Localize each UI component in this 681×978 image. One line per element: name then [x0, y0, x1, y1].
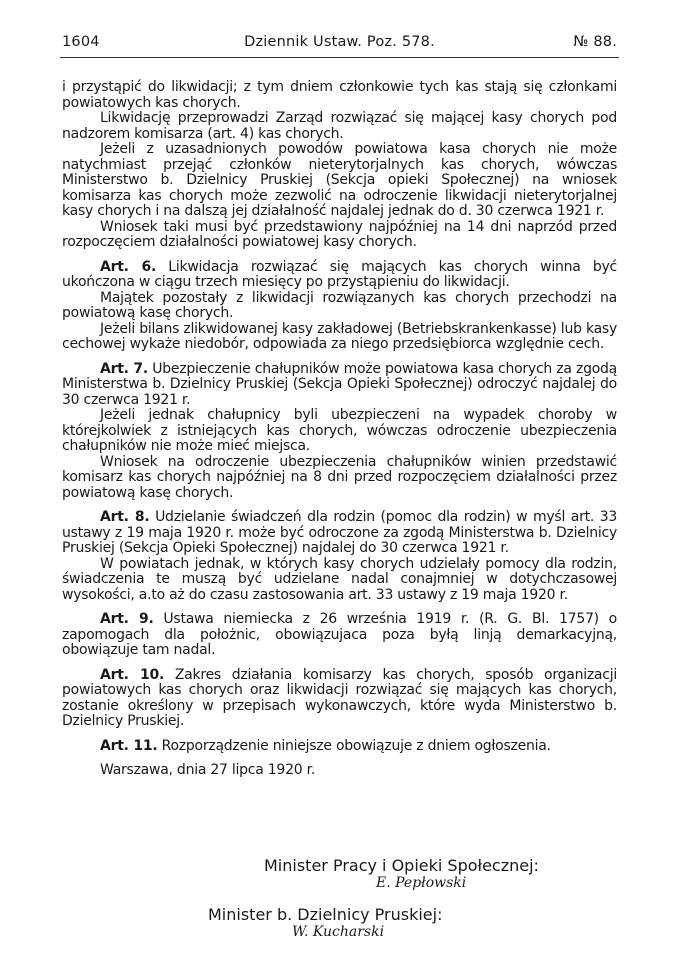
page-header	[62, 34, 617, 56]
paragraph: Jeżeli jednak chałupnicy byli ubezpieczeni na wypadek choroby w którejkolwiek z istniejących kas chorych, wówczas odroczenie ubezpieczenia chałupników nie może mieć miejsca.	[62, 407, 617, 454]
article-text: Ubezpieczenie chałupników może powiatowa kasa chorych za zgodą Ministerstwa b. Dzielnicy Pruskiej (Sekcja Opieki Społecznej) odroczyć najdalej do 30 czerwca 1921 r.	[62, 360, 618, 408]
article-11	[62, 739, 617, 755]
article-text: Zakres działania komisarzy kas chorych, sposób organizacji powiatowych kas chorych oraz likwidacji rozwiązać się mających kas chorych, zostanie określony w przepisach wykonawczych, które wyda Ministerstwo b. Dzielnicy Pruskiej.	[62, 666, 617, 729]
article-10	[62, 668, 617, 730]
signature-title: Minister Pracy i Opieki Społecznej:	[264, 856, 539, 875]
article-text: Ustawa niemiecka z 26 września 1919 r. (R. G. Bl. 1757) o zapomogach dla położnic, obowiązujaca poza byłą linją demarkacyjną, obowiązuje tam nadal.	[62, 611, 617, 658]
signature-block-prussia	[208, 905, 442, 940]
article-label: Art. 10.	[100, 666, 165, 683]
signature-block-labour	[264, 856, 539, 891]
page-number: 1604	[62, 34, 100, 50]
signature-title: Minister b. Dzielnicy Pruskiej:	[208, 905, 443, 924]
paragraph: Jeżeli z uzasadnionych powodów powiatowa kasa chorych nie może natychmiast przejąć członków nieterytorjalnych kas chorych, wówczas Ministerstwo b. Dzielnicy Pruskiej (Sekcja opieki Społecznej) na wniosek komisarza kas chorych może zezwolić na odroczenie likwidacji nieterytorjalnej kasy chorych i na dalszą jej działalność najdalej jednak do d. 30 czerwca 1921 r.	[62, 141, 617, 219]
paragraph: Wniosek taki musi być przedstawiony najpóźniej na 14 dni naprzód przed rozpoczęciem działalności powiatowej kasy chorych.	[62, 218, 617, 250]
article-9	[62, 612, 617, 659]
issue-number: № 88.	[573, 34, 617, 50]
article-label: Art. 7.	[100, 360, 148, 377]
article-6	[62, 260, 617, 291]
journal-title: Dziennik Ustaw. Poz. 578.	[244, 34, 435, 50]
date-line: Warszawa, dnia 27 lipca 1920 r.	[100, 762, 316, 778]
header-rule	[60, 57, 619, 58]
article-label: Art. 6.	[100, 258, 157, 275]
article-label: Art. 8.	[100, 509, 150, 525]
paragraph: i przystąpić do likwidacji; z tym dniem członkowie tych kas stają się członkami powiatowych kas chorych.	[62, 79, 617, 111]
article-text: Udzielanie świadczeń dla rodzin (pomoc dla rodzin) w myśl art. 33 ustawy z 19 maja 1920 r. może być odroczone za zgodą Ministerstwa b. Dzielnicy Pruskiej (Sekcja Opieki Społecznej) najdalej do 30 czerwca 1921 r.	[62, 509, 618, 556]
article-7	[62, 362, 617, 409]
article-text: Likwidacja rozwiązać się mających kas chorych winna być ukończona w ciągu trzech miesięcy po przystąpieniu do likwidacji.	[62, 258, 617, 290]
paragraph: Wniosek na odroczenie ubezpieczenia chałupników winien przedstawić komisarz kas chorych najpóźniej na 8 dni przed rozpoczęciem działalności przez powiatową kasę chorych.	[62, 453, 617, 501]
signature-name: E. Pepłowski	[376, 875, 467, 891]
article-8	[62, 510, 617, 557]
document-body	[62, 80, 617, 779]
article-text: Rozporządzenie niniejsze obowiązuje z dniem ogłoszenia.	[161, 737, 551, 754]
article-label: Art. 11.	[100, 737, 158, 754]
paragraph: Jeżeli bilans zlikwidowanej kasy zakładowej (Betriebskrankenkasse) lub kasy cechowej wykaże niedobór, odpowiada za niego przedsiębiorca względnie cech.	[62, 320, 617, 352]
article-label: Art. 9.	[100, 611, 154, 627]
paragraph: Likwidację przeprowadzi Zarząd rozwiązać się mającej kasy chorych pod nadzorem komisarza (art. 4) kas chorych.	[62, 110, 617, 142]
paragraph: Majątek pozostały z likwidacji rozwiązanych kas chorych przechodzi na powiatową kasę chorych.	[62, 289, 617, 321]
signature-name: W. Kucharski	[292, 924, 385, 940]
paragraph: W powiatach jednak, w których kasy chorych udzielały pomocy dla rodzin, świadczenia te muszą być udzielane nadal conajmniej w dotychczasowej wysokości, a.to aż do czasu zastosowania art. 33 ustawy z 19 maja 1920 r.	[62, 555, 617, 603]
